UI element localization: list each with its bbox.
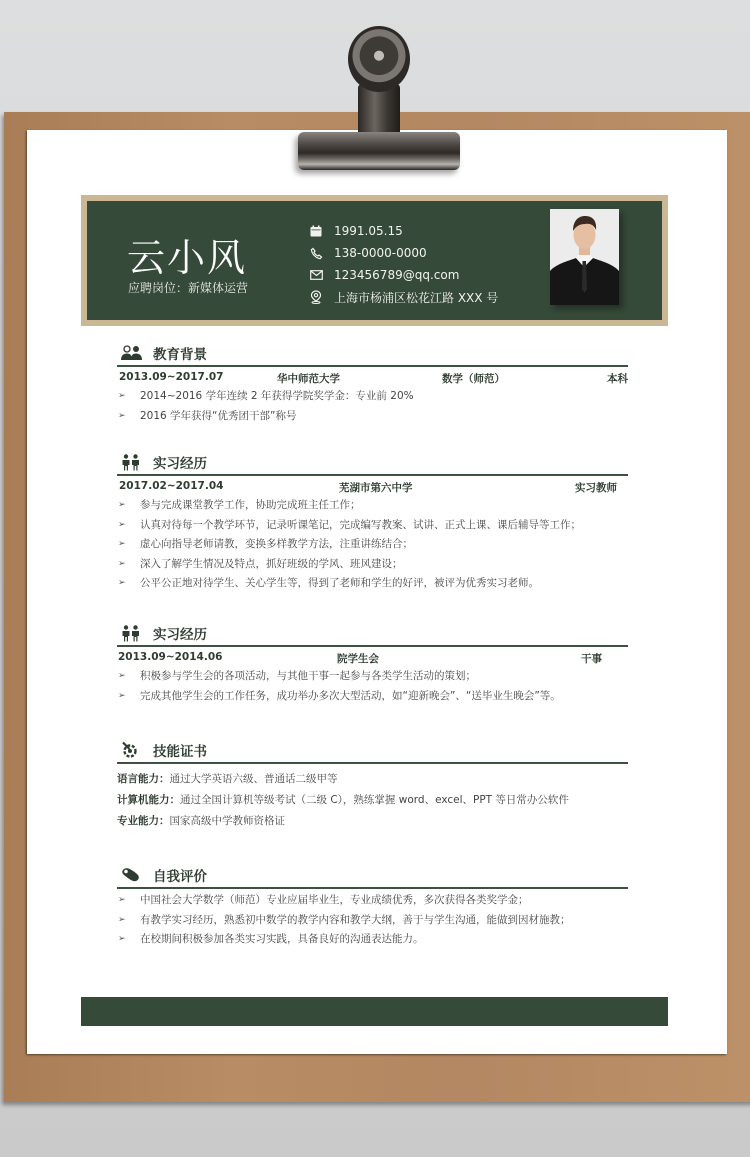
list-item: ➢ 有教学实习经历，熟悉初中数学的教学内容和教学大纲，善于与学生沟通，能做到因材施教； bbox=[117, 911, 628, 931]
list-item: ➢ 虚心向指导老师请教，变换多样教学方法，注重讲练结合； bbox=[117, 535, 628, 555]
education-school: 华中师范大学 bbox=[277, 373, 340, 385]
section-title: 实习经历 bbox=[117, 452, 628, 476]
phone-icon bbox=[309, 246, 323, 260]
footer-bar bbox=[81, 997, 668, 1026]
arrow-bullet-icon: ➢ bbox=[118, 558, 126, 569]
list-item: ➢ 认真对待每一个教学环节，记录听课笔记，完成编写教案、试讲、正式上课、课后辅导等工作； bbox=[117, 516, 628, 536]
internship-row bbox=[117, 476, 628, 496]
arrow-bullet-icon: ➢ bbox=[118, 671, 126, 681]
list-item: ➢ 完成其他学生会的工作任务，成功举办多次大型活动，如“迎新晚会”、“送毕业生晚会”等。 bbox=[117, 687, 628, 707]
internship-period: 2017.02~2017.04 bbox=[119, 480, 224, 492]
internship-items bbox=[117, 496, 628, 594]
arrow-bullet-icon: ➢ bbox=[118, 578, 126, 588]
arrow-bullet-icon: ➢ bbox=[118, 895, 126, 905]
arrow-bullet-icon: ➢ bbox=[118, 391, 126, 401]
list-item: ➢ 中国社会大学数学（师范）专业应届毕业生，专业成绩优秀，多次获得各类奖学金； bbox=[117, 891, 628, 911]
arrow-bullet-icon: ➢ bbox=[118, 934, 126, 944]
profile-photo bbox=[550, 209, 619, 305]
internship-role: 实习教师 bbox=[575, 482, 617, 494]
campus-org: 院学生会 bbox=[337, 653, 379, 665]
campus-period: 2013.09~2014.06 bbox=[118, 651, 223, 663]
section-self-eval bbox=[117, 865, 628, 950]
contact-email: 123456789@qq.com bbox=[309, 264, 498, 286]
mail-icon bbox=[309, 268, 323, 282]
section-title: 自我评价 bbox=[117, 865, 628, 889]
list-item: ➢ 深入了解学生情况及特点，抓好班级的学风、班风建设； bbox=[117, 555, 628, 575]
binder-clip bbox=[298, 24, 460, 170]
campus-role: 干事 bbox=[581, 653, 602, 665]
two-persons-icon bbox=[121, 453, 143, 471]
location-icon bbox=[309, 290, 323, 304]
people-icon bbox=[121, 344, 143, 362]
arrow-bullet-icon: ➢ bbox=[118, 539, 126, 549]
list-item: ➢ 2016 学年获得“优秀团干部”称号 bbox=[117, 407, 628, 427]
calendar-icon bbox=[309, 224, 323, 238]
education-degree: 本科 bbox=[607, 373, 628, 385]
contact-address: 上海市杨浦区松花江路 XXX 号 bbox=[309, 286, 498, 308]
skill-language: 语言能力：通过大学英语六级、普通话二级甲等 bbox=[117, 773, 338, 785]
self-eval-items bbox=[117, 891, 628, 950]
skill-computer: 计算机能力：通过全国计算机等级考试（二级 C），熟练掌握 word、excel、PPT 等日常办公软件 bbox=[117, 794, 569, 806]
list-item: ➢ 公平公正地对待学生、关心学生等，得到了老师和学生的好评，被评为优秀实习老师。 bbox=[117, 574, 628, 594]
section-title: 实习经历 bbox=[117, 623, 628, 647]
arrow-bullet-icon: ➢ bbox=[118, 519, 126, 530]
arrow-bullet-icon: ➢ bbox=[118, 500, 126, 510]
list-item: ➢ 在校期间积极参加各类实习实践，具备良好的沟通表达能力。 bbox=[117, 930, 628, 950]
mouse-icon bbox=[121, 866, 143, 884]
education-items bbox=[117, 387, 628, 426]
section-skills bbox=[117, 740, 628, 832]
section-title: 教育背景 bbox=[117, 343, 628, 367]
arrow-bullet-icon: ➢ bbox=[118, 690, 126, 701]
list-item: ➢ 2014~2016 学年连续 2 年获得学院奖学金：专业前 20% bbox=[117, 387, 628, 407]
job-position: 应聘岗位：新媒体运营 bbox=[128, 281, 249, 295]
internship-org: 芜湖市第六中学 bbox=[339, 482, 413, 494]
candidate-name: 云小风 bbox=[127, 236, 248, 280]
education-major: 数学（师范） bbox=[442, 373, 505, 385]
contact-birthdate: 1991.05.15 bbox=[309, 220, 498, 242]
section-education bbox=[117, 343, 628, 426]
education-period: 2013.09~2017.07 bbox=[119, 371, 224, 383]
arrow-bullet-icon: ➢ bbox=[118, 410, 126, 421]
campus-items bbox=[117, 667, 628, 706]
section-title: 技能证书 bbox=[117, 740, 628, 764]
list-item: ➢ 积极参与学生会的各项活动，与其他干事一起参与各类学生活动的策划； bbox=[117, 667, 628, 687]
education-row bbox=[117, 367, 628, 387]
contact-phone: 138-0000-0000 bbox=[309, 242, 498, 264]
resume-header bbox=[81, 195, 668, 326]
arrow-bullet-icon: ➢ bbox=[118, 914, 126, 925]
gear-wrench-icon bbox=[121, 741, 143, 759]
two-persons-icon bbox=[121, 624, 143, 642]
campus-row bbox=[117, 647, 628, 667]
section-internship bbox=[117, 452, 628, 594]
list-item: ➢ 参与完成课堂教学工作，协助完成班主任工作； bbox=[117, 496, 628, 516]
section-campus bbox=[117, 623, 628, 706]
contact-list bbox=[309, 220, 498, 308]
skill-professional: 专业能力：国家高级中学教师资格证 bbox=[117, 815, 285, 827]
